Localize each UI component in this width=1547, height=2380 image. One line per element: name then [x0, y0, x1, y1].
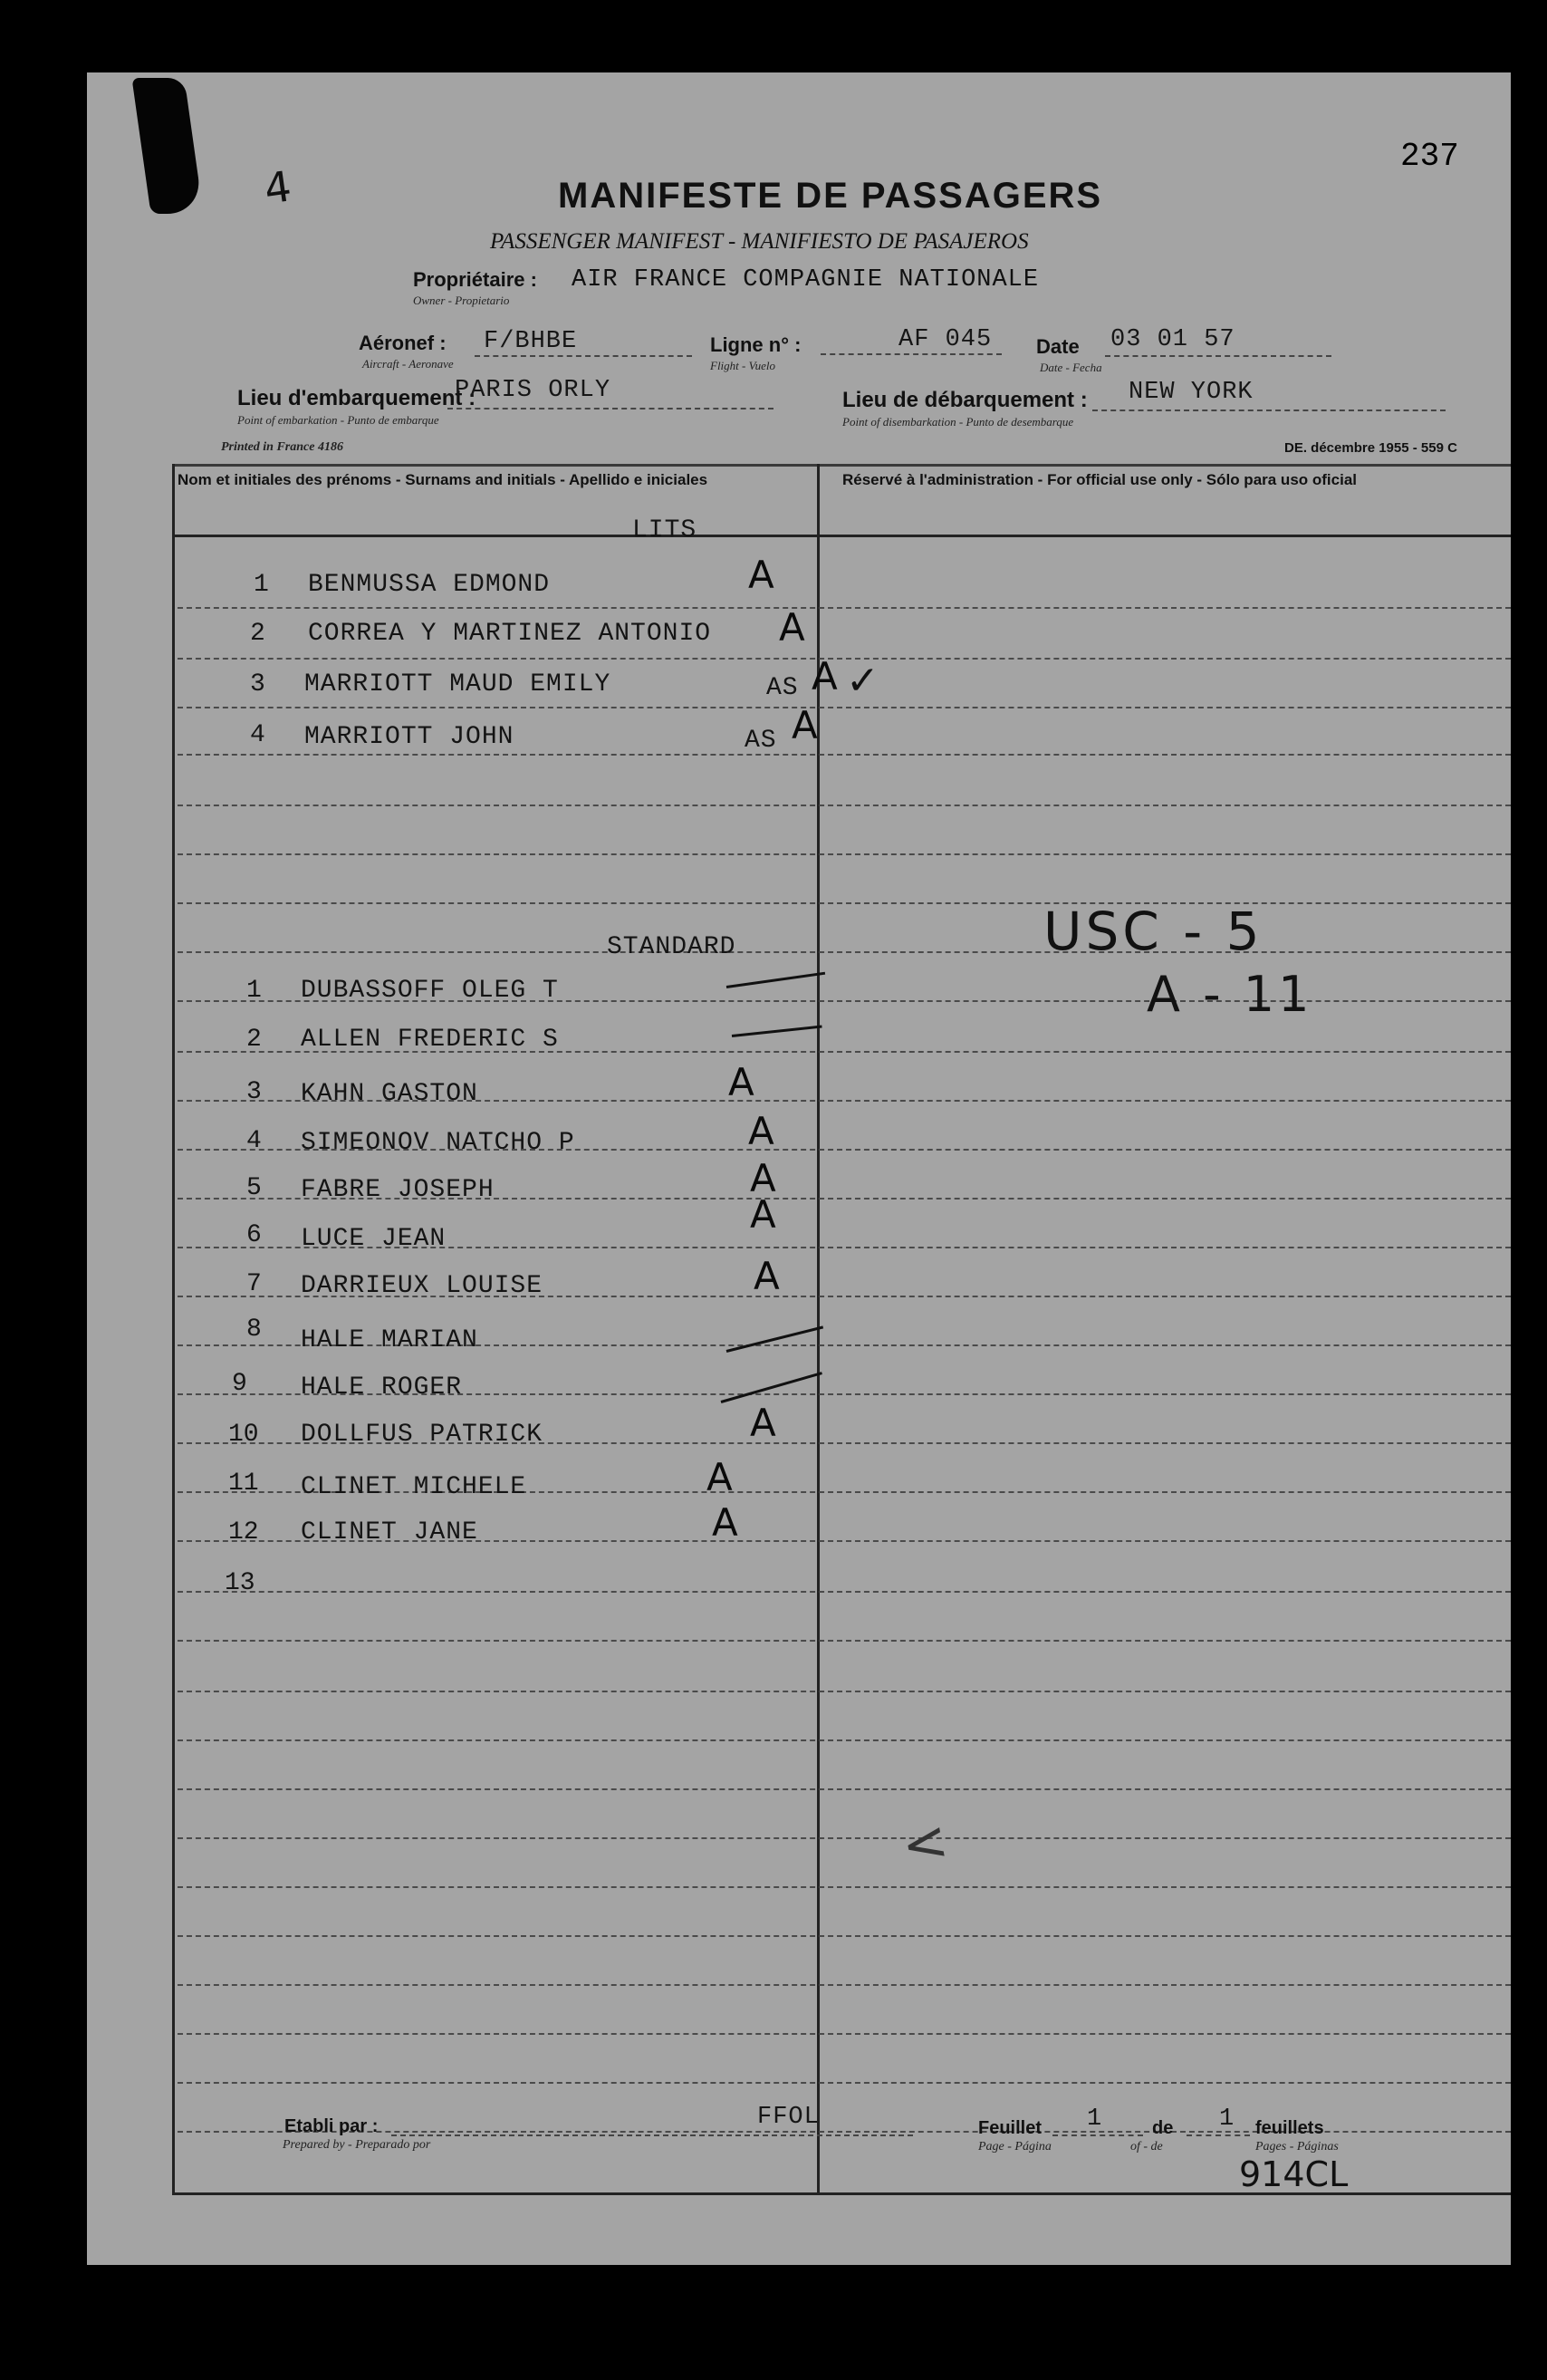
embark-value: PARIS ORLY [455, 377, 611, 404]
row-number: 4 [246, 1127, 262, 1155]
row-number: 11 [228, 1469, 259, 1498]
sheet-label: Feuillet [978, 2118, 1043, 2138]
strike-mark [726, 1325, 823, 1353]
sheet-sublabel: Page - Página [978, 2140, 1052, 2154]
row-number: 2 [246, 1026, 262, 1054]
disembark-label: Lieu de débarquement : [842, 388, 1088, 412]
arrow-mark-icon: < [897, 1808, 953, 1879]
passenger-name: DARRIEUX LOUISE [301, 1272, 543, 1300]
prepared-label: Etabli par : [284, 2116, 379, 2136]
passenger-name: CLINET MICHELE [301, 1473, 527, 1501]
status-prefix: AS [745, 727, 777, 755]
approval-mark: A [750, 1401, 776, 1445]
row-number: 5 [246, 1174, 262, 1202]
passenger-name: DUBASSOFF OLEG T [301, 977, 559, 1005]
strike-mark [721, 1372, 822, 1403]
owner-value: AIR FRANCE COMPAGNIE NATIONALE [572, 266, 1040, 294]
ink-smudge [131, 78, 203, 214]
passenger-name: HALE ROGER [301, 1373, 463, 1402]
passenger-name: ALLEN FREDERIC S [301, 1026, 559, 1054]
row-number: 3 [250, 670, 265, 699]
embark-label: Lieu d'embarquement : [237, 386, 476, 410]
manifest-subtitle: PASSENGER MANIFEST - MANIFIESTO DE PASAJEROS [490, 229, 1029, 254]
sheets-sublabel: Pages - Páginas [1255, 2140, 1339, 2154]
manifest-title: MANIFESTE DE PASSAGERS [558, 176, 1103, 216]
printed-note: Printed in France 4186 [221, 440, 343, 454]
prepared-value: FFOL [757, 2104, 820, 2131]
passenger-name: MARRIOTT JOHN [304, 723, 514, 751]
approval-mark: A [728, 1060, 754, 1104]
aircraft-label: Aéronef : [359, 332, 447, 354]
approval-mark: A [750, 1156, 776, 1200]
disembark-value: NEW YORK [1129, 379, 1254, 406]
approval-mark: A [779, 605, 805, 650]
passenger-name: MARRIOTT MAUD EMILY [304, 670, 611, 699]
prepared-sublabel: Prepared by - Preparado por [283, 2138, 431, 2152]
flight-sublabel: Flight - Vuelo [710, 359, 775, 372]
aircraft-sublabel: Aircraft - Aeronave [362, 357, 454, 371]
sheet-number: 1 [1087, 2105, 1103, 2133]
embark-sublabel: Point of embarkation - Punto de embarque [237, 413, 439, 427]
row-number: 9 [232, 1370, 247, 1398]
approval-mark: A [712, 1500, 738, 1545]
approval-mark: A [754, 1254, 780, 1298]
row-number: 7 [246, 1270, 262, 1298]
strike-mark [732, 1026, 822, 1037]
passenger-name: CLINET JANE [301, 1518, 478, 1547]
usc-annotation: USC - 5 [1043, 901, 1264, 962]
col-names-header: Nom et initiales des prénoms - Surnams and initials - Apellido e iniciales [178, 471, 708, 488]
date-sublabel: Date - Fecha [1040, 361, 1102, 374]
row-number: 4 [250, 721, 265, 749]
aircraft-value: F/BHBE [484, 328, 578, 355]
passenger-name: LUCE JEAN [301, 1225, 447, 1253]
approval-mark: A [748, 1109, 774, 1153]
passenger-name: FABRE JOSEPH [301, 1176, 495, 1204]
manifest-sheet [87, 72, 1511, 2265]
owner-sublabel: Owner - Propietario [413, 294, 510, 307]
approval-mark: A [750, 1192, 776, 1237]
sheet-total: 1 [1219, 2105, 1235, 2133]
status-prefix: AS [766, 674, 799, 702]
check-icon: ✓ [846, 658, 879, 704]
row-number: 1 [246, 977, 262, 1005]
row-number: 3 [246, 1078, 262, 1106]
passenger-name: KAHN GASTON [301, 1080, 478, 1108]
passenger-name: BENMUSSA EDMOND [308, 571, 551, 599]
row-number: 8 [246, 1315, 262, 1344]
approval-mark: A [706, 1455, 733, 1499]
approval-mark: A [792, 703, 818, 747]
of-label: de [1152, 2118, 1174, 2138]
row-number: 12 [228, 1518, 259, 1547]
passenger-name: HALE MARIAN [301, 1326, 478, 1354]
sheets-label: feuillets [1255, 2118, 1324, 2138]
date-value: 03 01 57 [1110, 326, 1235, 353]
approval-mark: A [812, 654, 838, 699]
flight-value: AF 045 [898, 326, 993, 353]
row-number: 10 [228, 1421, 259, 1449]
disembark-sublabel: Point of disembarkation - Punto de desembarque [842, 415, 1074, 429]
form-code: DE. décembre 1955 - 559 C [1284, 440, 1457, 456]
row-number: 2 [250, 620, 265, 648]
owner-label: Propriétaire : [413, 268, 537, 291]
row-number: 13 [225, 1569, 255, 1597]
passenger-name: DOLLFUS PATRICK [301, 1421, 543, 1449]
of-sublabel: of - de [1130, 2140, 1163, 2154]
flight-label: Ligne n° : [710, 333, 802, 356]
passenger-name: SIMEONOV NATCHO P [301, 1129, 575, 1157]
a-count-annotation: A - 11 [1147, 966, 1313, 1023]
page-number: 237 [1400, 138, 1459, 175]
corner-mark: 4 [261, 161, 294, 214]
strike-mark [726, 972, 825, 988]
passenger-name: CORREA Y MARTINEZ ANTONIO [308, 620, 712, 648]
col-admin-header: Réservé à l'administration - For official use only - Sólo para uso oficial [842, 471, 1358, 488]
approval-mark: A [748, 553, 774, 597]
date-label: Date [1036, 335, 1080, 358]
section-standard: STANDARD [607, 933, 736, 961]
row-number: 6 [246, 1221, 262, 1249]
row-number: 1 [254, 571, 269, 599]
section-lits: LITS [632, 516, 697, 544]
handwritten-code: 914CL [1239, 2154, 1349, 2194]
